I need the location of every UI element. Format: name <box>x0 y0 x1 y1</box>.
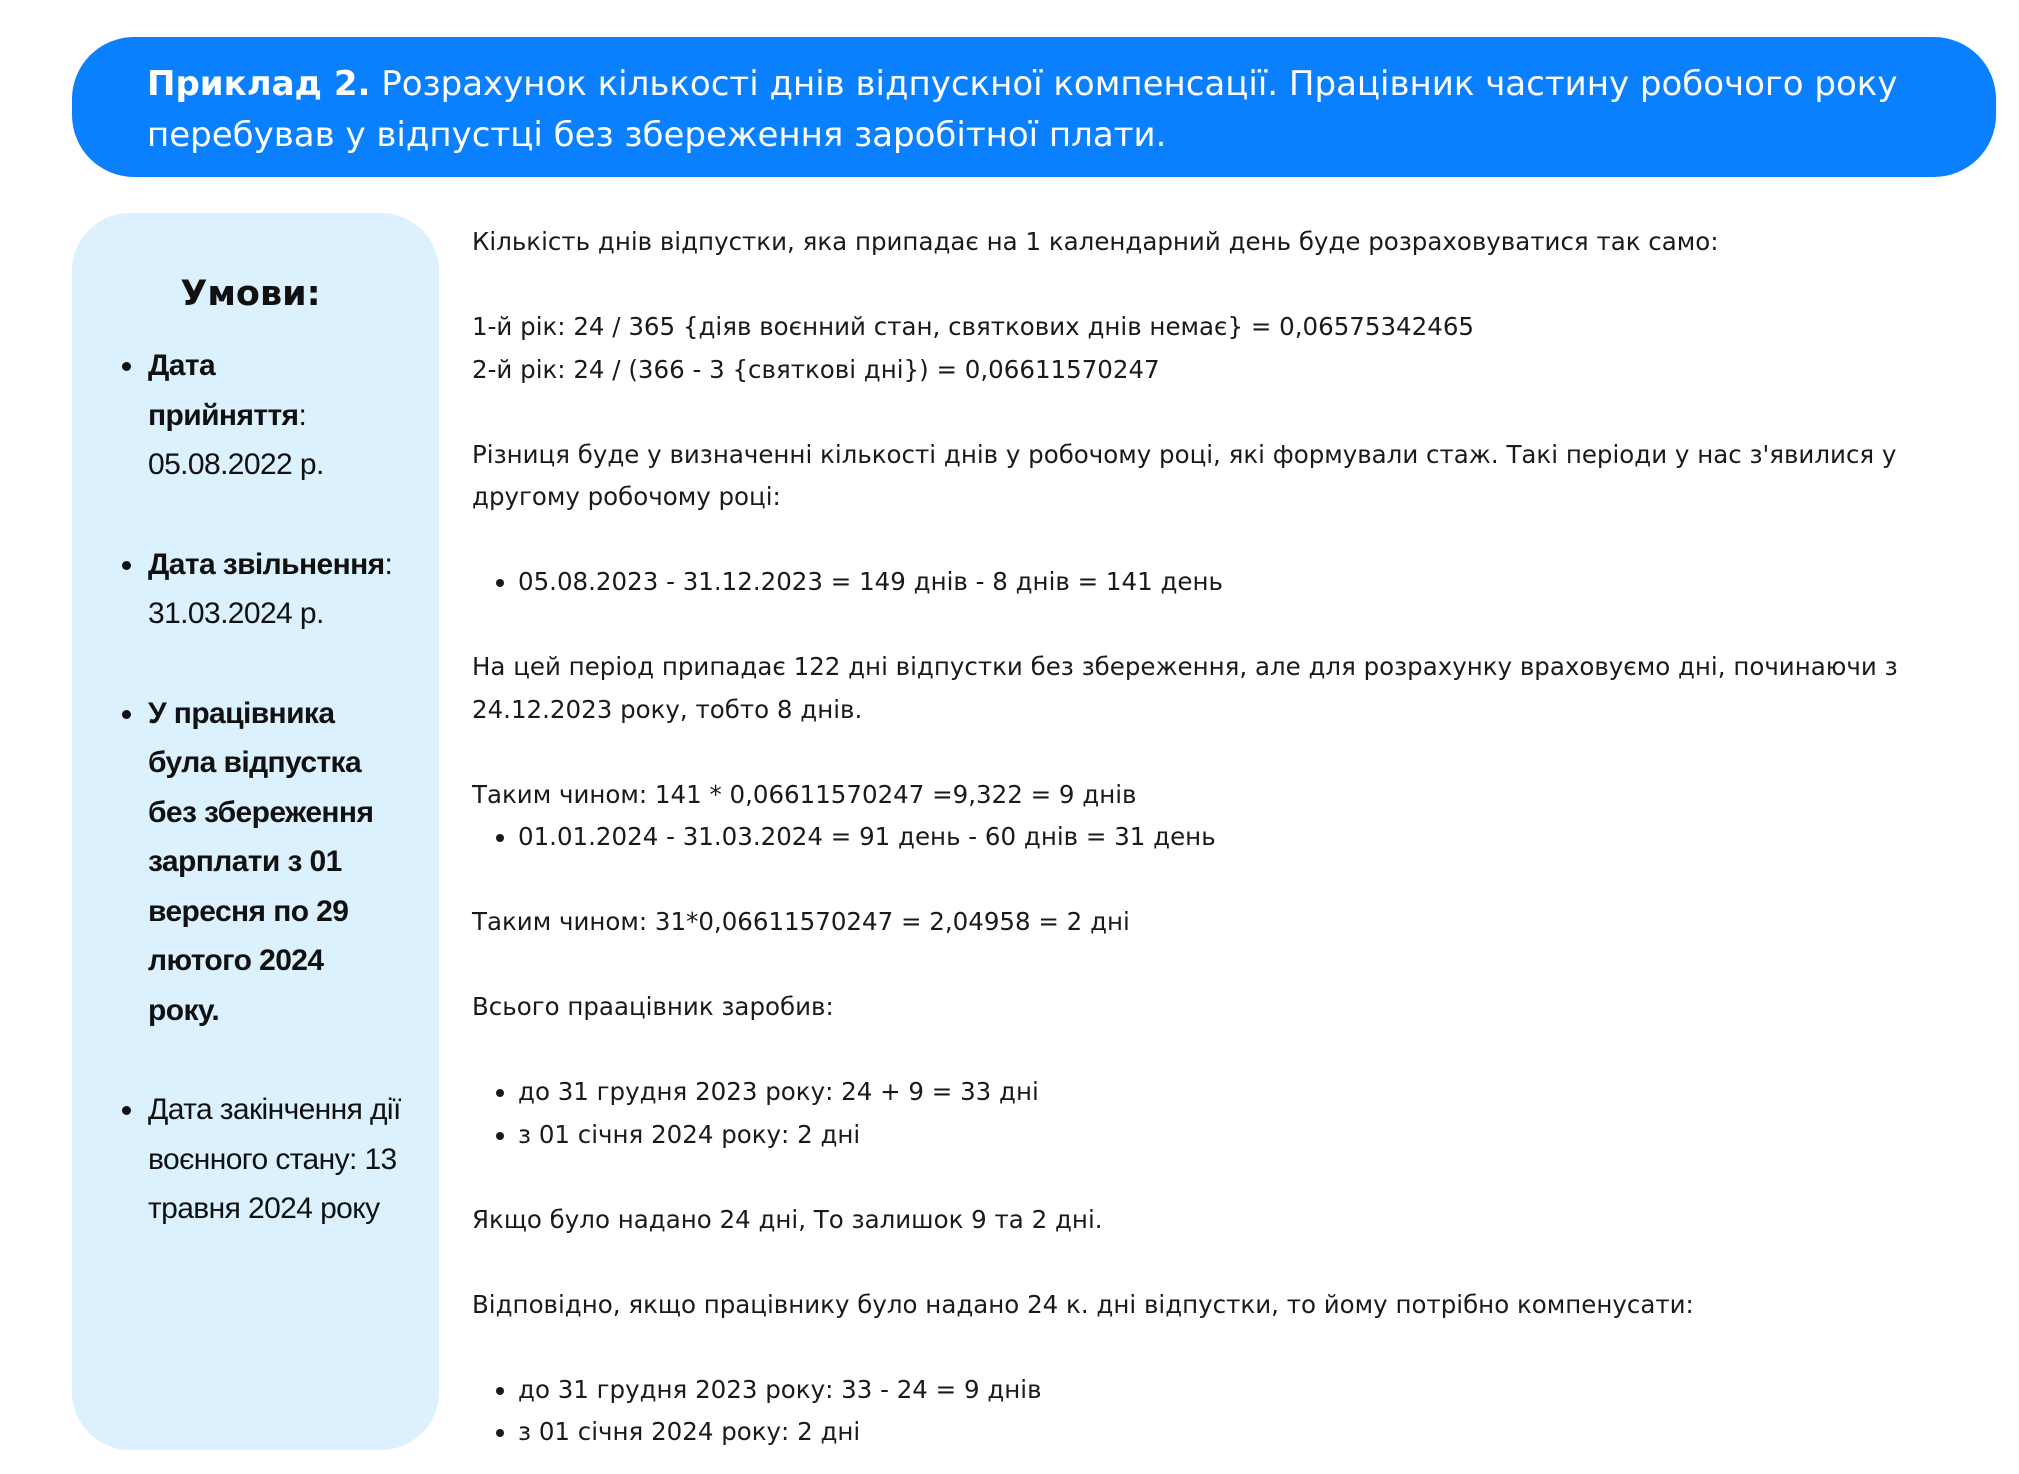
intro-paragraph: Кількість днів відпустки, яка припадає на 1 календарний день буде розраховуватися так само: <box>472 227 1719 256</box>
unpaid-leave-paragraph: На цей період припадає 122 дні відпустки без збереження, але для розрахунку враховуємо дні, починаючи з 24.12.2023 року, тобто 8 днів. <box>472 652 1898 724</box>
compensation-list <box>472 1369 2002 1454</box>
year1-rate: 1-й рік: 24 / 365 {діяв воєнний стан, святкових днів немає} = 0,06575342465 <box>472 312 1474 341</box>
calc-2024-result: Таким чином: 31*0,06611570247 = 2,04958 = 2 дні <box>472 907 1130 936</box>
example-header-banner <box>72 37 1996 177</box>
list-item: 01.01.2024 - 31.03.2024 = 91 день - 60 днів = 31 день <box>518 816 2002 859</box>
conditions-title: Умови: <box>180 274 321 314</box>
period-list-2024 <box>472 816 2002 859</box>
list-item: 05.08.2023 - 31.12.2023 = 149 днів - 8 днів = 141 день <box>518 561 2002 604</box>
conditions-panel <box>72 213 439 1450</box>
calc-2023-result: Таким чином: 141 * 0,06611570247 =9,322 = 9 днів <box>472 779 1137 809</box>
list-item: до 31 грудня 2023 року: 33 - 24 = 9 днів <box>518 1369 2002 1412</box>
condition-martial-law-end: Дата закінчення дії воєнного стану: 13 травня 2024 року <box>148 1085 418 1234</box>
condition-unpaid-leave: У працівника була відпустка без збереження зарплати з 01 вересня по 29 лютого 2024 року. <box>148 689 398 1036</box>
difference-paragraph: Різниця буде у визначенні кількості днів у робочому році, які формували стаж. Такі періоди у нас з'явилися у другому робочому році: <box>472 439 1897 511</box>
total-earned-heading: Всього праацівник заробив: <box>472 992 834 1021</box>
year2-rate: 2-й рік: 24 / (366 - 3 {святкові дні}) = 0,06611570247 <box>472 354 1160 384</box>
conditions-list <box>72 341 429 1234</box>
condition-dismissal-date: Дата звільнення: 31.03.2024 р. <box>148 540 398 639</box>
list-item: до 31 грудня 2023 року: 24 + 9 = 33 дні <box>518 1071 2002 1114</box>
period-list-2023 <box>472 561 2002 604</box>
remainder-paragraph: Якщо було надано 24 дні, То залишок 9 та 2 дні. <box>472 1204 1103 1234</box>
condition-hire-date: Дата прийняття: 05.08.2022 р. <box>148 341 363 490</box>
compensation-heading: Відповідно, якщо працівнику було надано 24 к. дні відпустки, то йому потрібно компенусати: <box>472 1289 1694 1319</box>
example-description: Розрахунок кількості днів відпускної компенсації. Працівник частину робочого року перебував у відпустці без збереження заробітної плати. <box>147 64 1898 155</box>
example-number: Приклад 2. <box>147 64 371 104</box>
list-item: з 01 січня 2024 року: 2 дні <box>518 1114 2002 1157</box>
calculation-content <box>472 221 2002 1454</box>
earned-list <box>472 1071 2002 1156</box>
list-item: з 01 січня 2024 року: 2 дні <box>518 1411 2002 1454</box>
